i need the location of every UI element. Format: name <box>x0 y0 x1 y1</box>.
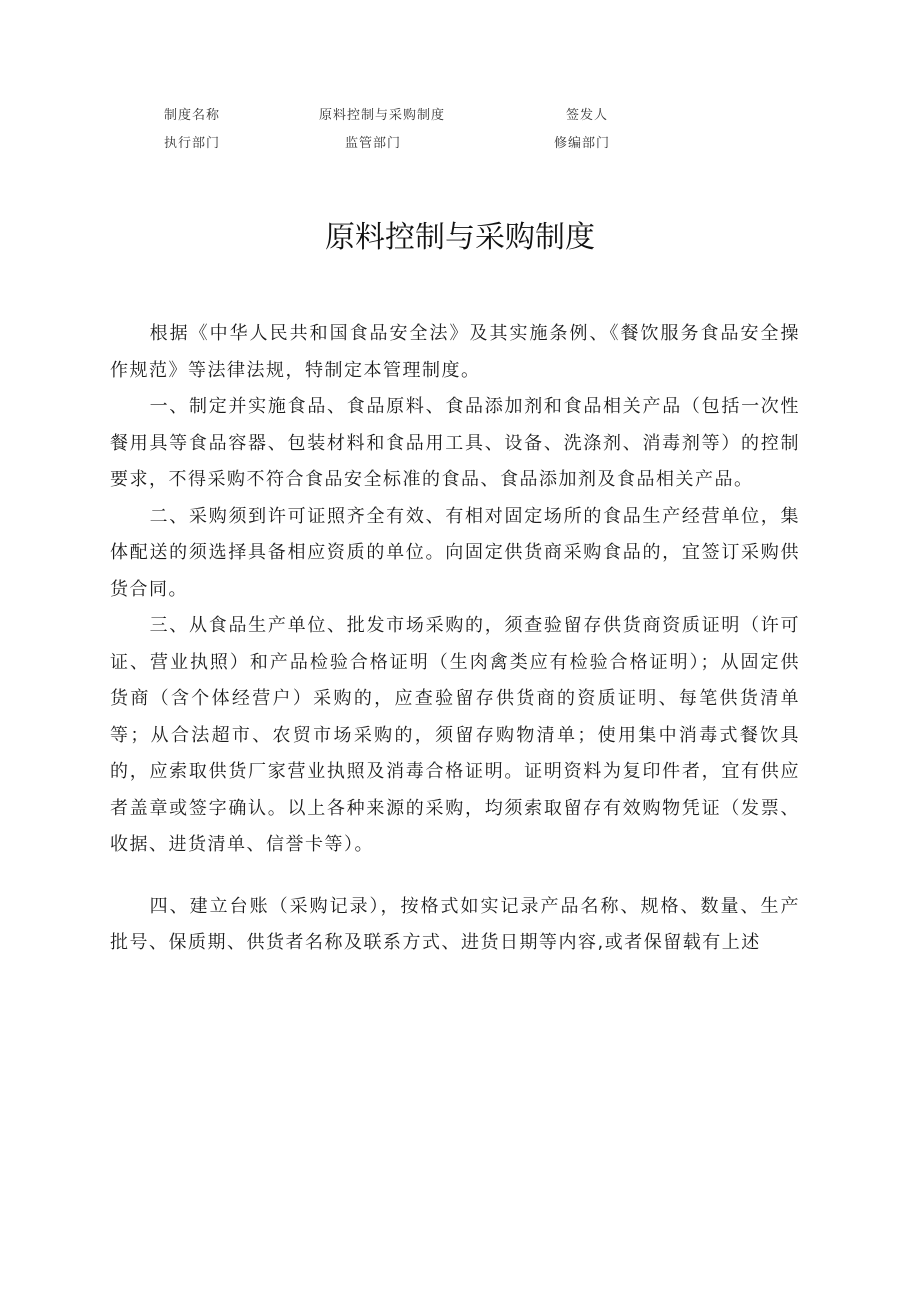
name-label: 制度名称 <box>164 108 221 123</box>
paragraph-1: 一、制定并实施食品、食品原料、食品添加剂和食品相关产品（包括一次性餐用具等食品容器、包装材料和食品用工具、设备、洗涤剂、消毒剂等）的控制要求，不得采购不符合食品安全标准的食品、食品添加剂及食品相关产品。 <box>110 396 800 490</box>
paragraph-3: 三、从食品生产单位、批发市场采购的，须查验留存供货商资质证明（许可证、营业执照）和产品检验合格证明（生肉禽类应有检验合格证明）；从固定供货商（含个体经营户）采购的，应查验留存供货商的资质证明、每笔供货清单等；从合法超市、农贸市场采购的，须留存购物清单；使用集中消毒式餐饮具的，应索取供货厂家营业执照及消毒合格证明。证明资料为复印件者，宜有供应者盖章或签字确认。以上各种来源的采购，均须索取留存有效购物凭证（发票、收据、进货清单、信誉卡等）。 <box>110 615 800 855</box>
issuer-label: 签发人 <box>566 108 609 123</box>
name-value: 原料控制与采购制度 <box>319 108 446 123</box>
header-row-1 <box>0 104 920 128</box>
paragraph-4: 四、建立台账（采购记录），按格式如实记录产品名称、规格、数量、生产批号、保质期、供货者名称及联系方式、进货日期等内容,或者保留载有上述 <box>110 895 800 953</box>
exec-dept-label: 执行部门 <box>164 136 221 151</box>
paragraph-2: 二、采购须到许可证照齐全有效、有相对固定场所的食品生产经营单位，集体配送的须选择具备相应资质的单位。向固定供货商采购食品的，宜签订采购供货合同。 <box>110 505 800 600</box>
edit-dept-label: 修编部门 <box>554 136 611 151</box>
document-body <box>110 316 800 962</box>
header-row-2 <box>0 132 920 156</box>
paragraph-intro: 根据《中华人民共和国食品安全法》及其实施条例、《餐饮服务食品安全操作规范》等法律法规，特制定本管理制度。 <box>110 323 800 381</box>
document-title: 原料控制与采购制度 <box>325 220 595 255</box>
supervise-dept-label: 监管部门 <box>345 136 402 151</box>
